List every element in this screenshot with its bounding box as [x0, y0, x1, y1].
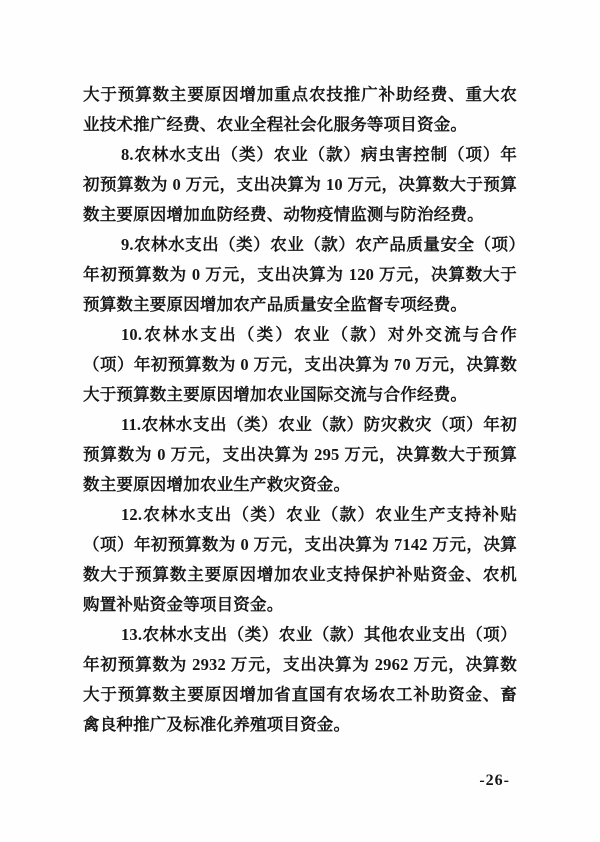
paragraph-continuation: 大于预算数主要原因增加重点农技推广补助经费、重大农业技术推广经费、农业全程社会化服务等项目资金。 [83, 85, 517, 134]
document-body [83, 80, 517, 740]
paragraph-item-10: 10.农林水支出（类）农业（款）对外交流与合作（项）年初预算数为 0 万元，支出决算为 70 万元，决算数大于预算数主要原因增加农业国际交流与合作经费。 [83, 325, 517, 404]
page-number: -26- [479, 772, 510, 789]
paragraph-item-13: 13.农林水支出（类）农业（款）其他农业支出（项）年初预算数为 2932 万元，支出决算为 2962 万元，决算数大于预算数主要原因增加省直国有农场农工补助资金、畜禽良种推广及标准化养殖项目资金。 [83, 625, 517, 734]
paragraph-item-9: 9.农林水支出（类）农业（款）农产品质量安全（项）年初预算数为 0 万元，支出决算为 120 万元，决算数大于预算数主要原因增加农产品质量安全监督专项经费。 [83, 235, 517, 314]
paragraph-item-8: 8.农林水支出（类）农业（款）病虫害控制（项）年初预算数为 0 万元，支出决算为 10 万元，决算数大于预算数主要原因增加血防经费、动物疫情监测与防治经费。 [83, 145, 517, 224]
paragraph-item-12: 12.农林水支出（类）农业（款）农业生产支持补贴（项）年初预算数为 0 万元，支出决算为 7142 万元，决算数大于预算数主要原因增加农业支持保护补贴资金、农机购置补贴资金等项目资金。 [83, 505, 517, 614]
paragraph-item-11: 11.农林水支出（类）农业（款）防灾救灾（项）年初预算数为 0 万元，支出决算为 295 万元，决算数大于预算数主要原因增加农业生产救灾资金。 [83, 415, 517, 494]
